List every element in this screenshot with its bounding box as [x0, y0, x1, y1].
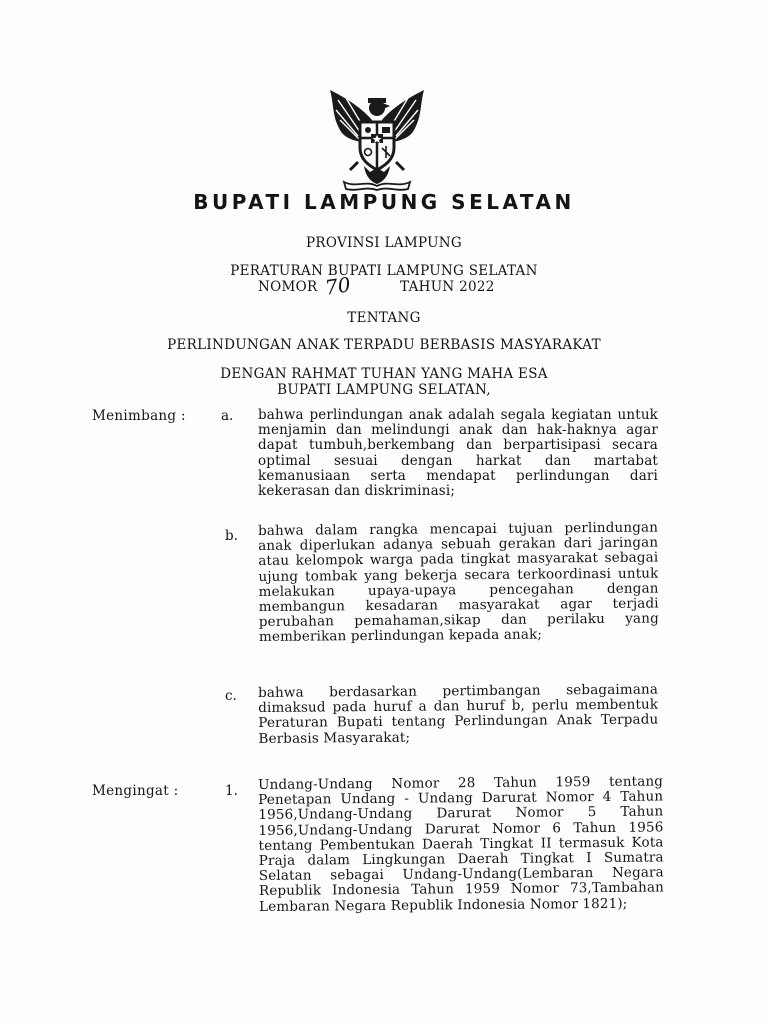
menimbang-item-b: bahwa dalam rangka mencapai tujuan perlindungan anak diperlukan adanya sebuah gerakan dari jaringan atau kelompok warga pada tingkat masyarakat sebagai ujung tombak yang bekerja secara terkoordinasi untuk melakukan upaya-upaya pencegahan dengan membangun kesadaran masyarakat agar terjadi perubahan pemahaman,sikap dan perilaku yang memberikan perlindungan kepada anak;	[257, 519, 659, 646]
year-line: TAHUN 2022	[400, 279, 495, 295]
menimbang-item-a: bahwa perlindungan anak adalah segala kegiatan untuk menjamin dan melindungi anak dan hak-haknya agar dapat tumbuh,berkembang dan berpartisipasi secara optimal sesuai dengan harkat dan martabat kemanusiaan serta mendapat perlindungan dari kekerasan dan diskriminasi;	[258, 407, 658, 500]
blessing-line-1: DENGAN RAHMAT TUHAN YANG MAHA ESA	[220, 366, 548, 382]
item-marker: a.	[221, 408, 234, 424]
regent-heading: BUPATI LAMPUNG SELATAN	[193, 190, 575, 214]
about-label: TENTANG	[347, 310, 421, 326]
item-marker: c.	[225, 688, 237, 704]
nomor-label: NOMOR	[258, 279, 318, 295]
province-line: PROVINSI LAMPUNG	[305, 235, 462, 251]
blessing-line-2: BUPATI LAMPUNG SELATAN,	[277, 382, 491, 398]
garuda-emblem-icon	[320, 86, 434, 192]
mengingat-label: Mengingat :	[92, 783, 179, 799]
item-marker: b.	[225, 528, 238, 544]
menimbang-label: Menimbang :	[92, 408, 186, 424]
item-marker: 1.	[225, 783, 238, 799]
mengingat-item-1: Undang-Undang Nomor 28 Tahun 1959 tentang Penetapan Undang - Undang Darurat Nomor 4 Tahun 1956,Undang-Undang Darurat Nomor 5 Tahun 1956,Undang-Undang Darurat Nomor 6 Tahun 1956 tentang Pembentukan Daerah Tingkat II termasuk Kota Praja dalam Lingkungan Daerah Tingkat I Sumatra Selatan sebagai Undang-Undang(Lembaran Negara Republik Indonesia Tahun 1959 Nomor 73,Tambahan Lembaran Negara Republik Indonesia Nomor 1821);	[257, 773, 665, 915]
regulation-subject: PERLINDUNGAN ANAK TERPADU BERBASIS MASYARAKAT	[167, 337, 601, 353]
nomor-handwritten-value: 70	[323, 272, 352, 300]
menimbang-item-c: bahwa berdasarkan pertimbangan sebagaimana dimaksud pada huruf a dan huruf b, perlu membentuk Peraturan Bupati tentang Perlindungan Anak Terpadu Berbasis Masyarakat;	[257, 681, 659, 747]
regulation-title: PERATURAN BUPATI LAMPUNG SELATAN	[230, 263, 538, 279]
